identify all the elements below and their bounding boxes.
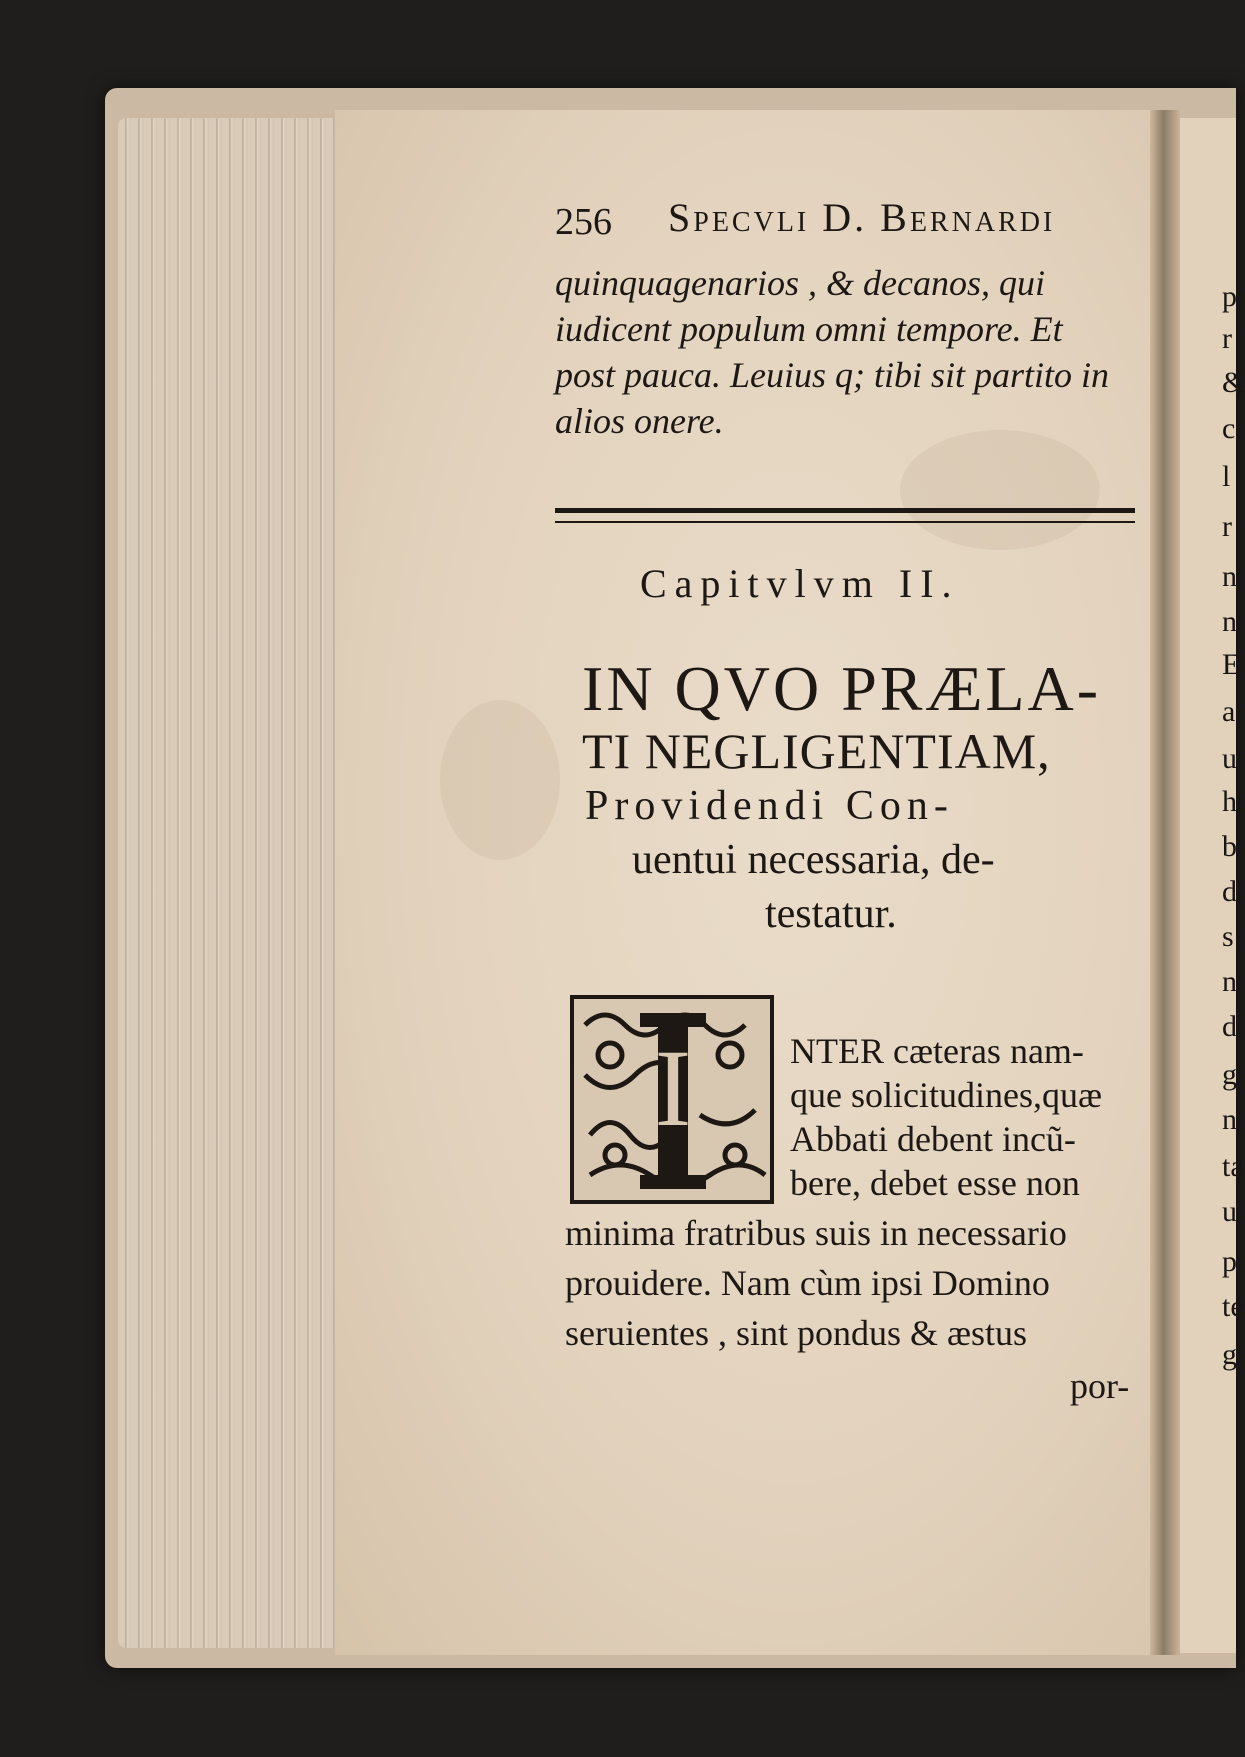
- facing-letter: s: [1222, 920, 1234, 953]
- facing-letter: ta: [1222, 1150, 1244, 1183]
- chapter-title-line: Providendi Con-: [585, 783, 954, 829]
- facing-letter: n: [1222, 560, 1237, 593]
- chapter-title-line: uentui necessaria, de-: [632, 837, 995, 883]
- facing-letter: c: [1222, 412, 1236, 445]
- facing-letter: n: [1222, 1103, 1237, 1136]
- initial-letter: I: [654, 1027, 692, 1149]
- chapter-title-line: testatur.: [765, 891, 897, 937]
- chapter-title-line: IN QVO PRÆLA-: [582, 653, 1101, 724]
- facing-letter: d: [1222, 1010, 1237, 1043]
- body-line: que solicitudines,quæ: [790, 1075, 1102, 1115]
- catchword: por-: [1070, 1366, 1130, 1406]
- facing-letter: a: [1222, 695, 1236, 728]
- facing-letter: p: [1222, 280, 1237, 313]
- quote-line: quinquagenarios , & decanos, qui: [555, 263, 1045, 303]
- body-line: minima fratribus suis in necessario: [565, 1213, 1067, 1253]
- quote-line: iudicent populum omni tempore. Et: [555, 309, 1063, 349]
- quote-line: alios onere.: [555, 401, 724, 441]
- page-edges: [118, 118, 340, 1648]
- body-line: bere, debet esse non: [790, 1163, 1080, 1203]
- facing-letter: g: [1222, 1058, 1237, 1091]
- facing-letter: te: [1222, 1290, 1244, 1323]
- decorated-initial: [570, 995, 775, 1205]
- gutter: [1150, 110, 1180, 1655]
- facing-letter: d: [1222, 875, 1237, 908]
- body-line: seruientes , sint pondus & æstus: [565, 1313, 1028, 1353]
- facing-letter: b: [1222, 830, 1237, 863]
- chapter-title-line: TI NEGLIGENTIAM,: [582, 723, 1051, 779]
- section-rule: [555, 508, 1135, 523]
- facing-letter: p: [1222, 1245, 1237, 1278]
- facing-letter: g: [1222, 1338, 1237, 1371]
- facing-letter: u: [1222, 1195, 1237, 1228]
- quote-line: post pauca. Leuius q; tibi sit partito in: [555, 355, 1110, 395]
- facing-letter: r: [1222, 510, 1232, 543]
- page-number: 256: [555, 201, 612, 243]
- body-line: prouidere. Nam cùm ipsi Domino: [565, 1263, 1050, 1303]
- running-head: Specvli D. Bernardi: [668, 195, 1056, 240]
- body-line: Abbati debent incũ-: [790, 1119, 1076, 1159]
- facing-letter: l: [1222, 460, 1231, 493]
- stain: [440, 700, 560, 860]
- stain: [900, 430, 1100, 550]
- facing-letter: u: [1222, 742, 1237, 775]
- facing-letter: n: [1222, 605, 1237, 638]
- facing-letter: h: [1222, 785, 1237, 818]
- facing-letter: r: [1222, 322, 1232, 355]
- facing-letter: E: [1222, 648, 1241, 681]
- body-line: NTER cæteras nam-: [790, 1031, 1084, 1071]
- facing-letter: &: [1222, 366, 1245, 399]
- chapter-label: Capitvlvm II.: [640, 561, 960, 606]
- facing-letter: n: [1222, 965, 1237, 998]
